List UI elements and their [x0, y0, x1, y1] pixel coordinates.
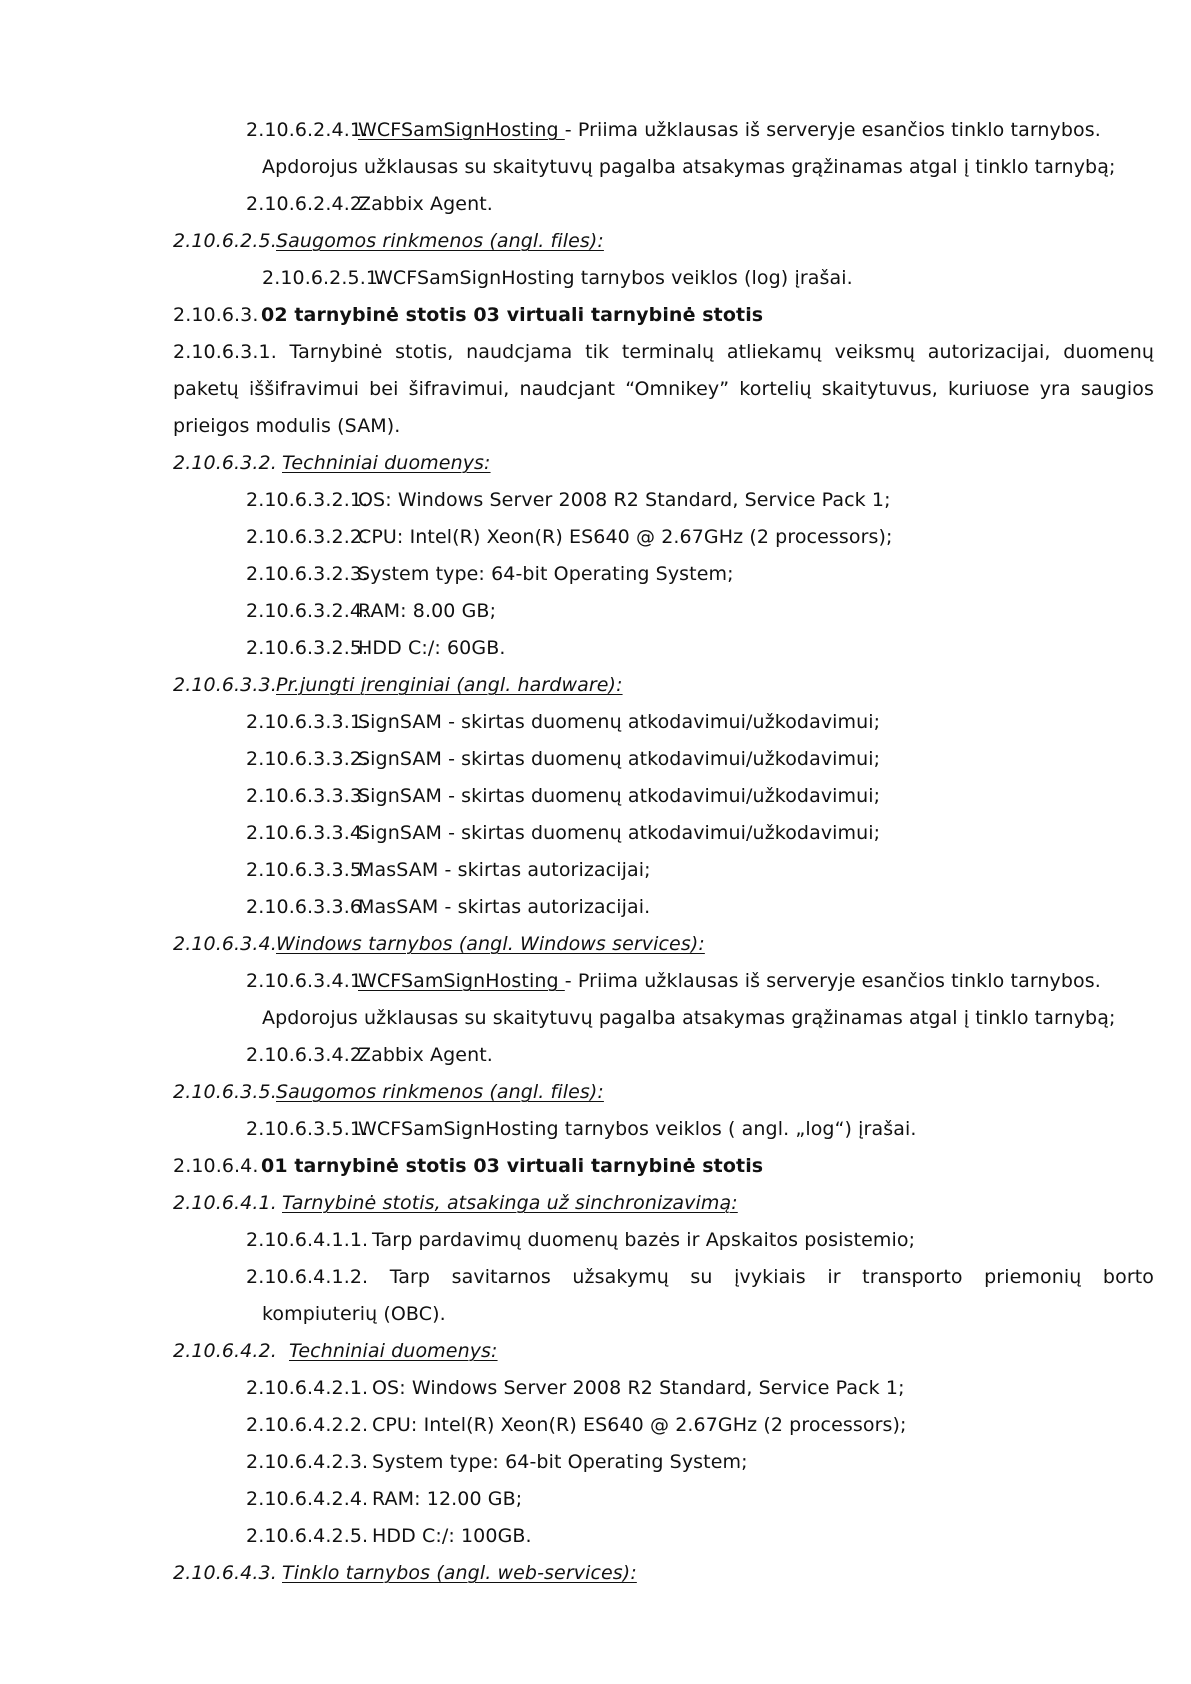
- paragraph-line: [173, 408, 400, 444]
- list-item: [262, 260, 853, 296]
- list-item: [246, 963, 1101, 999]
- item-number: 2.10.6.4.2.4.: [246, 1488, 369, 1510]
- item-number: 2.10.6.4.: [173, 1155, 259, 1177]
- item-number: 2.10.6.4.2.1.: [246, 1377, 369, 1399]
- item-number: 2.10.6.3.1.: [173, 341, 277, 363]
- item-text: CPU: Intel(R) Xeon(R) ES640 @ 2.67GHz (2 processors);: [358, 526, 893, 548]
- item-text: Tarp pardavimų duomenų bazės ir Apskaitos posistemio;: [372, 1229, 916, 1251]
- list-item: [246, 1407, 907, 1443]
- item-text: - Priima užklausas iš serveryje esančios tinklo tarnybos.: [564, 970, 1101, 992]
- item-text: HDD C:/: 100GB.: [372, 1525, 532, 1547]
- list-item: [246, 482, 891, 518]
- item-text: RAM: 12.00 GB;: [372, 1488, 523, 1510]
- item-text: Apdorojus užklausas su skaitytuvų pagalba atsakymas grąžinamas atgal į tinklo tarnybą;: [262, 1007, 1116, 1029]
- item-number: 2.10.6.4.2.3.: [246, 1451, 369, 1473]
- item-number: 2.10.6.3.3.4.: [246, 822, 369, 844]
- item-text: Zabbix Agent.: [358, 1044, 493, 1066]
- list-item: [246, 704, 880, 740]
- item-text: MasSAM - skirtas autorizacijai.: [358, 896, 651, 918]
- list-item: [246, 1037, 493, 1073]
- item-number: 2.10.6.3.3.1.: [246, 711, 369, 733]
- item-text: OS: Windows Server 2008 R2 Standard, Service Pack 1;: [372, 1377, 905, 1399]
- paragraph-text: Tarnybinė stotis, naudcjama tik terminalų atliekamų veiksmų autorizacijai, duomenų: [289, 341, 1154, 363]
- item-number: 2.10.6.3.2.4.: [246, 600, 369, 622]
- item-text: RAM: 8.00 GB;: [358, 600, 497, 622]
- item-text: - Priima užklausas iš serveryje esančios tinklo tarnybos.: [564, 119, 1101, 141]
- item-number: 2.10.6.4.3.: [173, 1562, 277, 1584]
- item-number: 2.10.6.3.3.2.: [246, 748, 369, 770]
- list-item: [246, 815, 880, 851]
- subsection-heading: [173, 1333, 498, 1369]
- item-text: kompiuterių (OBC).: [262, 1303, 446, 1325]
- list-item-continuation: [262, 1000, 1115, 1036]
- list-item: [246, 556, 734, 592]
- heading-text: 01 tarnybinė stotis 03 virtuali tarnybinė stotis: [261, 1155, 764, 1177]
- item-text: SignSAM - skirtas duomenų atkodavimui/užkodavimui;: [358, 785, 881, 807]
- list-item: [246, 852, 651, 888]
- item-number: 2.10.6.3.4.1.: [246, 970, 369, 992]
- item-number: 2.10.6.2.5.: [173, 230, 277, 252]
- heading-text: Pr.jungti įrenginiai (angl. hardware):: [276, 674, 623, 696]
- paragraph-text: prieigos modulis (SAM).: [173, 415, 401, 437]
- heading-text: Saugomos rinkmenos (angl. files):: [276, 1081, 604, 1103]
- item-number: 2.10.6.4.1.: [173, 1192, 277, 1214]
- subsection-heading: [173, 445, 491, 481]
- item-number: 2.10.6.3.2.5.: [246, 637, 369, 659]
- item-number: 2.10.6.3.3.: [173, 674, 277, 696]
- item-number: 2.10.6.3.2.3.: [246, 563, 369, 585]
- item-number: 2.10.6.3.5.: [173, 1081, 277, 1103]
- heading-text: Saugomos rinkmenos (angl. files):: [276, 230, 604, 252]
- item-text: WCFSamSignHosting tarnybos veiklos ( angl. „log“) įrašai.: [358, 1118, 917, 1140]
- list-item: [246, 630, 505, 666]
- item-number: 2.10.6.3.3.6.: [246, 896, 369, 918]
- item-number: 2.10.6.3.: [173, 304, 259, 326]
- heading-text: Techniniai duomenys:: [282, 452, 491, 474]
- list-item-continuation: [262, 149, 1115, 185]
- heading-text: Tinklo tarnybos (angl. web-services):: [282, 1562, 637, 1584]
- item-number: 2.10.6.4.1.2.: [246, 1266, 369, 1288]
- item-number: 2.10.6.4.2.2.: [246, 1414, 369, 1436]
- item-text: Zabbix Agent.: [358, 193, 493, 215]
- list-item: [246, 1481, 522, 1517]
- subsection-heading: [173, 667, 623, 703]
- item-number: 2.10.6.3.5.1.: [246, 1118, 369, 1140]
- list-item: [246, 1222, 915, 1258]
- item-text: SignSAM - skirtas duomenų atkodavimui/užkodavimui;: [358, 748, 881, 770]
- paragraph-text: paketų iššifravimui bei šifravimui, naudcjant “Omnikey” kortelių skaitytuvus, kuriuose yra saugios: [173, 378, 1154, 400]
- item-number: 2.10.6.2.4.2.: [246, 193, 369, 215]
- item-text: WCFSamSignHosting tarnybos veiklos (log) įrašai.: [374, 267, 853, 289]
- list-item: [246, 1111, 916, 1147]
- list-item: [246, 112, 1101, 148]
- item-text: System type: 64-bit Operating System;: [372, 1451, 748, 1473]
- list-item: [246, 1444, 748, 1480]
- paragraph-line: [173, 334, 1154, 370]
- item-number: 2.10.6.3.2.1.: [246, 489, 369, 511]
- item-text: SignSAM - skirtas duomenų atkodavimui/užkodavimui;: [358, 822, 881, 844]
- item-number: 2.10.6.2.4.1.: [246, 119, 369, 141]
- list-item: [246, 186, 493, 222]
- item-number: 2.10.6.3.4.2.: [246, 1044, 369, 1066]
- list-item: [246, 1518, 532, 1554]
- item-number: 2.10.6.3.4.: [173, 933, 277, 955]
- item-number: 2.10.6.3.2.: [173, 452, 277, 474]
- item-number: 2.10.6.3.3.5.: [246, 859, 369, 881]
- service-link[interactable]: WCFSamSignHosting: [358, 119, 565, 141]
- list-item: [246, 778, 880, 814]
- section-heading: [173, 297, 763, 333]
- service-link[interactable]: WCFSamSignHosting: [358, 970, 565, 992]
- heading-text: 02 tarnybinė stotis 03 virtuali tarnybinė stotis: [261, 304, 764, 326]
- subsection-heading: [173, 926, 705, 962]
- section-heading: [173, 1148, 763, 1184]
- list-item: [246, 519, 893, 555]
- heading-text: Techniniai duomenys:: [289, 1340, 498, 1362]
- subsection-heading: [173, 1074, 604, 1110]
- list-item: [246, 1370, 905, 1406]
- item-text: MasSAM - skirtas autorizacijai;: [358, 859, 651, 881]
- list-item: [246, 593, 496, 629]
- subsection-heading: [173, 1185, 738, 1221]
- paragraph-line: [173, 371, 1154, 407]
- heading-text: Tarnybinė stotis, atsakinga už sinchronizavimą:: [282, 1192, 738, 1214]
- list-item: [246, 1259, 1154, 1295]
- item-number: 2.10.6.2.5.1.: [262, 267, 385, 289]
- item-number: 2.10.6.3.3.3.: [246, 785, 369, 807]
- item-text: CPU: Intel(R) Xeon(R) ES640 @ 2.67GHz (2 processors);: [372, 1414, 907, 1436]
- item-text: Tarp savitarnos užsakymų su įvykiais ir transporto priemonių borto: [389, 1266, 1154, 1288]
- subsection-heading: [173, 1555, 637, 1591]
- item-number: 2.10.6.4.2.: [173, 1340, 277, 1362]
- heading-text: Windows tarnybos (angl. Windows services):: [276, 933, 705, 955]
- item-number: 2.10.6.4.1.1.: [246, 1229, 369, 1251]
- item-number: 2.10.6.3.2.2.: [246, 526, 369, 548]
- item-text: SignSAM - skirtas duomenų atkodavimui/užkodavimui;: [358, 711, 881, 733]
- item-number: 2.10.6.4.2.5.: [246, 1525, 369, 1547]
- item-text: Apdorojus užklausas su skaitytuvų pagalba atsakymas grąžinamas atgal į tinklo tarnybą;: [262, 156, 1116, 178]
- list-item: [246, 741, 880, 777]
- list-item: [246, 889, 650, 925]
- list-item-continuation: [262, 1296, 446, 1332]
- item-text: HDD C:/: 60GB.: [358, 637, 506, 659]
- subsection-heading: [173, 223, 604, 259]
- item-text: System type: 64-bit Operating System;: [358, 563, 734, 585]
- item-text: OS: Windows Server 2008 R2 Standard, Service Pack 1;: [358, 489, 891, 511]
